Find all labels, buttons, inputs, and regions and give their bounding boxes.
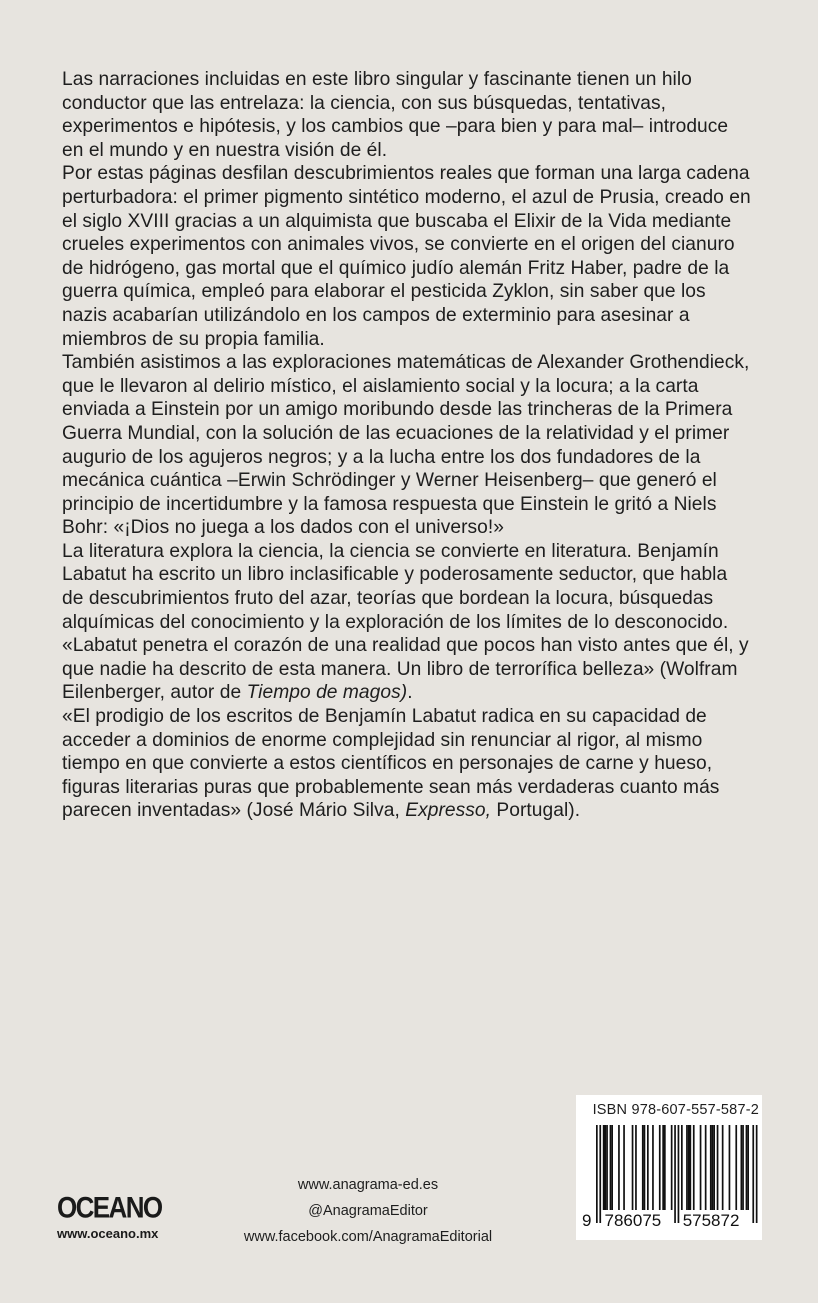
review-quote-1-end: . (407, 682, 413, 704)
barcode-bar (693, 1125, 695, 1210)
barcode-bar (635, 1125, 637, 1210)
barcode-digits-left: 786075 (604, 1211, 662, 1230)
barcode-bar (710, 1125, 712, 1210)
barcode-bar (752, 1125, 754, 1223)
isbn-label: ISBN 978-607-557-587-2 (592, 1102, 759, 1118)
website-link[interactable]: www.anagrama-ed.es (297, 1177, 439, 1193)
barcode-bar (647, 1125, 649, 1210)
barcode-bar (644, 1125, 646, 1210)
blurb-paragraph-4: La literatura explora la ciencia, la ciencia se convierte en literatura. Benjamín Labatut ha escrito un libro inclasificable y poderosamente seductor, que habla de descubrimientos fruto del azar, teorías que bordean la locura, búsquedas alquímicas del conocimiento y la exploración de los límites de lo desconocido. (62, 540, 729, 633)
barcode-bar (712, 1125, 714, 1210)
review-quote-2 (62, 705, 752, 823)
barcode-bar (599, 1125, 601, 1223)
blurb-paragraph-1: Las narraciones incluidas en este libro singular y fascinante tienen un hilo conductor que las entrelaza: la ciencia, con sus búsquedas, tentativas, experimentos e hipótesis, y los cambios que –para bien y para mal– introduce en el mundo y en nuestra visión de él. (62, 69, 729, 161)
barcode-bar (632, 1125, 634, 1210)
facebook-link[interactable]: www.facebook.com/AnagramaEditorial (243, 1229, 493, 1245)
barcode-bar (618, 1125, 620, 1210)
isbn-barcode-box (576, 1095, 762, 1240)
barcode-bar (746, 1125, 748, 1210)
barcode-bar (662, 1125, 664, 1210)
barcode-bar (642, 1125, 644, 1210)
review-quote-1 (62, 634, 752, 705)
barcode-bar (678, 1125, 680, 1223)
blurb-paragraph-2: Por estas páginas desfilan descubrimientos reales que forman una larga cadena perturbadora: el primer pigmento sintético moderno, el azul de Prusia, creado en el siglo XVIII gracias a un alquimista que buscaba el Elixir de la Vida mediante crueles experimentos con animales vivos, se convierte en el origen del cianuro de hidrógeno, gas mortal que el químico judío alemán Fritz Haber, padre de la guerra química, empleó para elaborar el pesticida Zyklon, sin saber que los nazis acabarían utilizándolo en los campos de exterminio para asesinar a miembros de su propia familia. (62, 163, 751, 350)
barcode-bar (611, 1125, 613, 1210)
barcode-bar (671, 1125, 673, 1210)
barcode-bar (722, 1125, 724, 1210)
barcode-bar (747, 1125, 749, 1210)
review-quote-2-end: Portugal). (491, 800, 581, 822)
barcode-bar (688, 1125, 690, 1210)
barcode-bar (756, 1125, 758, 1223)
barcode-bar (674, 1125, 676, 1223)
barcode-bar (741, 1125, 743, 1210)
twitter-handle[interactable]: @AnagramaEditor (308, 1203, 428, 1219)
barcode-bar (705, 1125, 707, 1210)
oceano-url[interactable]: www.oceano.mx (57, 1226, 159, 1241)
barcode-bar (717, 1125, 719, 1210)
barcode-bar (735, 1125, 737, 1210)
barcode-bar (681, 1125, 683, 1210)
back-cover-blurb (62, 68, 752, 823)
barcode-digit-first: 9 (582, 1211, 592, 1230)
review-quote-1-book-title: Tiempo de magos) (246, 682, 408, 704)
barcode-bar (606, 1125, 608, 1210)
barcode-bar (664, 1125, 666, 1210)
barcode-bar (742, 1125, 744, 1210)
barcode-bar (603, 1125, 605, 1210)
barcode-bar (686, 1125, 688, 1210)
barcode-bar (605, 1125, 607, 1210)
barcode (576, 1095, 762, 1240)
review-quote-2-text: «El prodigio de los escritos de Benjamín Labatut radica en su capacidad de acceder a dominios de enorme complejidad sin renunciar al rigor, al mismo tiempo en que convierte a estos científicos en personajes de carne y hueso, figuras literarias puras que probablemente sean más verdaderas cuanto más parecen inventadas» (José Mário Silva, (62, 706, 720, 822)
barcode-bar (623, 1125, 625, 1210)
barcode-bar (596, 1125, 598, 1223)
barcode-digits-right: 575872 (682, 1211, 740, 1230)
publisher-links (240, 1172, 496, 1250)
barcode-bar (700, 1125, 702, 1210)
blurb-paragraph-3: También asistimos a las exploraciones matemáticas de Alexander Grothendieck, que le llevaron al delirio místico, el aislamiento social y la locura; a la carta enviada a Einstein por un amigo moribundo desde las trincheras de la Primera Guerra Mundial, con la solución de las ecuaciones de la relatividad y el primer augurio de los agujeros negros; y a la lucha entre los dos fundadores de la mecánica cuántica –Erwin Schrödinger y Werner Heisenberg– que generó el principio de incertidumbre y la famosa respuesta que Einstein le gritó a Niels Bohr: «¡Dios no juega a los dados con el universo!» (62, 352, 750, 539)
oceano-logo: OCEANO (57, 1190, 162, 1225)
barcode-bar (729, 1125, 731, 1210)
review-quote-2-source: Expresso, (405, 800, 492, 822)
barcode-bar (713, 1125, 715, 1210)
barcode-bar (659, 1125, 661, 1210)
barcode-bar (652, 1125, 654, 1210)
review-quote-1-text: «Labatut penetra el corazón de una realidad que pocos han visto antes que él, y que nadie ha descrito de esta manera. Un libro de terrorífica belleza» (Wolfram Eilenberger, autor de (62, 635, 749, 704)
barcode-bar (610, 1125, 612, 1210)
barcode-bar (690, 1125, 692, 1210)
